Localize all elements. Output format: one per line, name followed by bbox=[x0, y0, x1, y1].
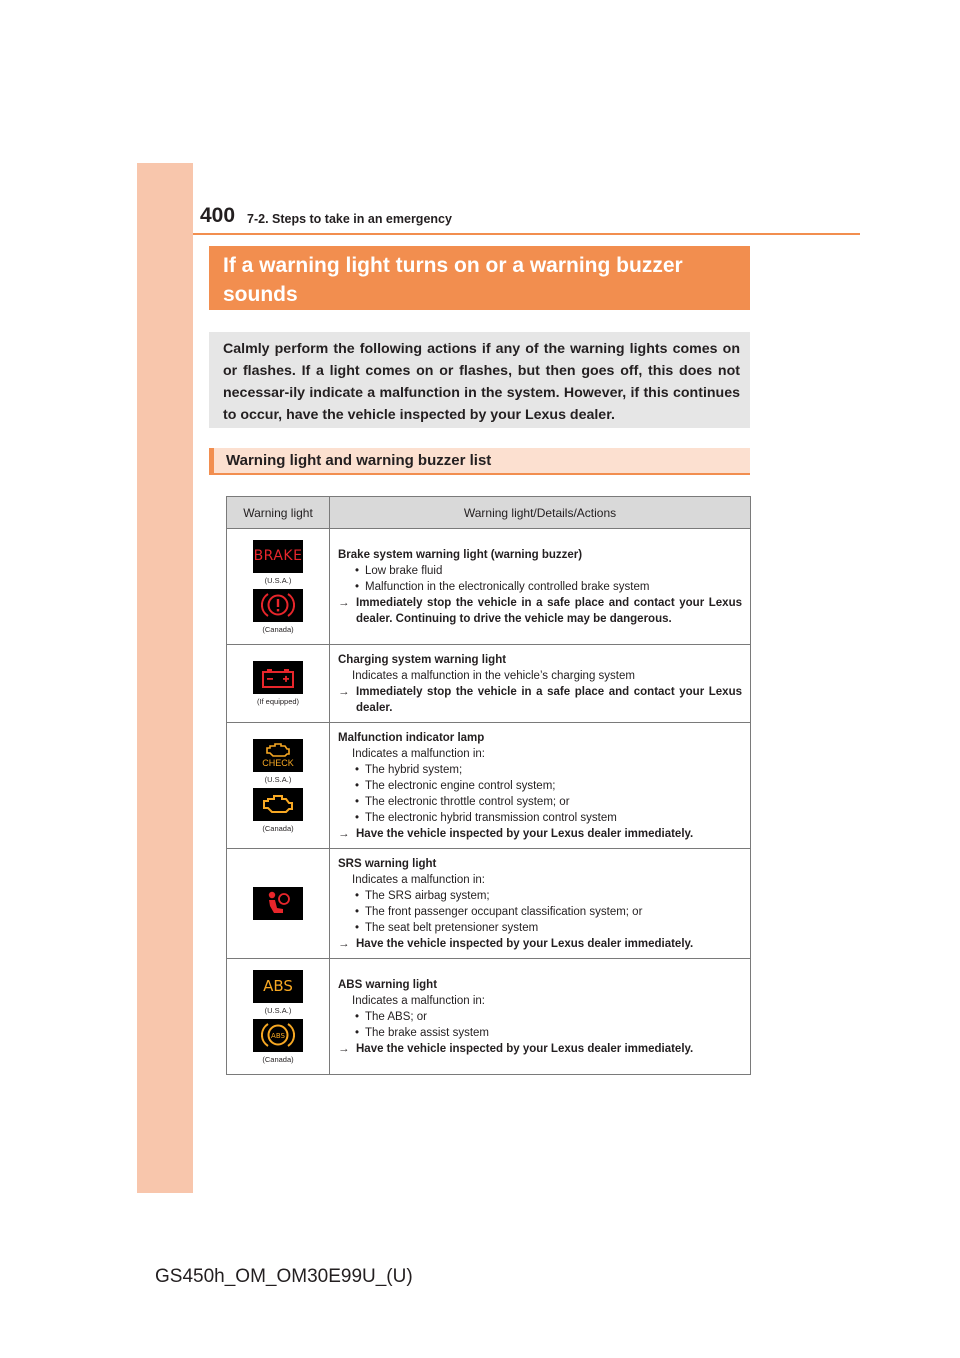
arrow-icon: → bbox=[338, 827, 350, 840]
svg-text:ABS: ABS bbox=[271, 1032, 285, 1040]
description-cell bbox=[330, 645, 751, 723]
column-header-details: Warning light/Details/Actions bbox=[330, 497, 751, 529]
abs-icon: ABS bbox=[253, 970, 303, 1003]
detail-bullet: • The electronic throttle control system; or bbox=[338, 794, 742, 810]
icon-cell bbox=[227, 645, 330, 723]
column-header-warning-light: Warning light bbox=[227, 497, 330, 529]
brake-warning-icon: BRAKE bbox=[253, 540, 303, 573]
abs-circle-icon bbox=[253, 1019, 303, 1052]
detail-bullet: • The electronic hybrid transmission control system bbox=[338, 810, 742, 826]
check-engine-icon: CHECK bbox=[253, 739, 303, 772]
table-row bbox=[227, 645, 751, 723]
region-caption: (If equipped) bbox=[256, 697, 300, 706]
region-caption: (U.S.A.) bbox=[264, 575, 292, 585]
arrow-icon: → bbox=[338, 685, 350, 698]
battery-icon bbox=[253, 661, 303, 694]
arrow-icon: → bbox=[338, 937, 350, 950]
light-name: Charging system warning light bbox=[338, 653, 507, 666]
engine-icon bbox=[253, 788, 303, 821]
detail-bullet: • Low brake fluid bbox=[338, 563, 742, 579]
page-title: If a warning light turns on or a warning buzzer sounds bbox=[209, 246, 750, 310]
action-text: → Have the vehicle inspected by your Lexus dealer immediately. bbox=[338, 937, 694, 950]
region-caption: (U.S.A.) bbox=[264, 774, 292, 784]
description-cell bbox=[330, 959, 751, 1075]
icon-cell bbox=[227, 959, 330, 1075]
table-row bbox=[227, 723, 751, 849]
table-row bbox=[227, 849, 751, 959]
action-text: → Immediately stop the vehicle in a safe place and contact your Lexus dealer. bbox=[338, 685, 742, 714]
table-row bbox=[227, 529, 751, 645]
section-heading: 7-2. Steps to take in an emergency bbox=[247, 212, 452, 226]
action-text: → Have the vehicle inspected by your Lexus dealer immediately. bbox=[338, 827, 694, 840]
region-caption: (Canada) bbox=[262, 1054, 294, 1064]
light-name: Brake system warning light (warning buzzer) bbox=[338, 548, 583, 561]
detail-bullet: • Malfunction in the electronically controlled brake system bbox=[338, 579, 742, 595]
icon-cell bbox=[227, 529, 330, 645]
description-cell bbox=[330, 723, 751, 849]
detail-bullet: • The brake assist system bbox=[338, 1025, 742, 1041]
action-text: → Immediately stop the vehicle in a safe place and contact your Lexus dealer. Continuing to drive the vehicle may be dangerous. bbox=[338, 596, 742, 625]
page-number: 400 bbox=[200, 204, 236, 227]
detail-bullet: • The electronic engine control system; bbox=[338, 778, 742, 794]
side-chapter-tab bbox=[137, 163, 193, 1193]
arrow-icon: → bbox=[338, 1042, 350, 1055]
brake-circle-warning-icon bbox=[253, 589, 303, 622]
detail-bullet: • The seat belt pretensioner system bbox=[338, 920, 742, 936]
table-row bbox=[227, 959, 751, 1075]
detail-text: Indicates a malfunction in: bbox=[352, 994, 485, 1007]
action-text: → Have the vehicle inspected by your Lexus dealer immediately. bbox=[338, 1042, 694, 1055]
intro-text: Calmly perform the following actions if any of the warning lights comes on or flashes. If a light comes on or flashes, but then goes off, this does not necessar-ily indicate a malfunction in the system. However, if this continues to occur, have the vehicle inspected by your Lexus dealer. bbox=[209, 332, 750, 428]
arrow-icon: → bbox=[338, 596, 350, 609]
header-rule bbox=[193, 233, 860, 235]
icon-cell bbox=[227, 849, 330, 959]
description-cell bbox=[330, 529, 751, 645]
detail-text: Indicates a malfunction in: bbox=[352, 747, 485, 760]
document-footer-code: GS450h_OM_OM30E99U_(U) bbox=[155, 1266, 413, 1287]
detail-text: Indicates a malfunction in: bbox=[352, 873, 485, 886]
light-name: ABS warning light bbox=[338, 978, 438, 991]
region-caption: (U.S.A.) bbox=[264, 1005, 292, 1015]
icon-cell bbox=[227, 723, 330, 849]
detail-bullet: • The SRS airbag system; bbox=[338, 888, 742, 904]
warning-light-table bbox=[226, 496, 751, 1075]
detail-bullet: • The ABS; or bbox=[338, 1009, 742, 1025]
description-cell bbox=[330, 849, 751, 959]
light-name: Malfunction indicator lamp bbox=[338, 731, 485, 744]
light-name: SRS warning light bbox=[338, 857, 437, 870]
detail-bullet: • The hybrid system; bbox=[338, 762, 742, 778]
region-caption: (Canada) bbox=[262, 823, 294, 833]
srs-airbag-icon bbox=[253, 887, 303, 920]
subsection-heading: Warning light and warning buzzer list bbox=[209, 448, 750, 475]
detail-bullet: • The front passenger occupant classification system; or bbox=[338, 904, 742, 920]
region-caption: (Canada) bbox=[262, 624, 294, 634]
detail-text: Indicates a malfunction in the vehicle’s charging system bbox=[352, 669, 635, 682]
